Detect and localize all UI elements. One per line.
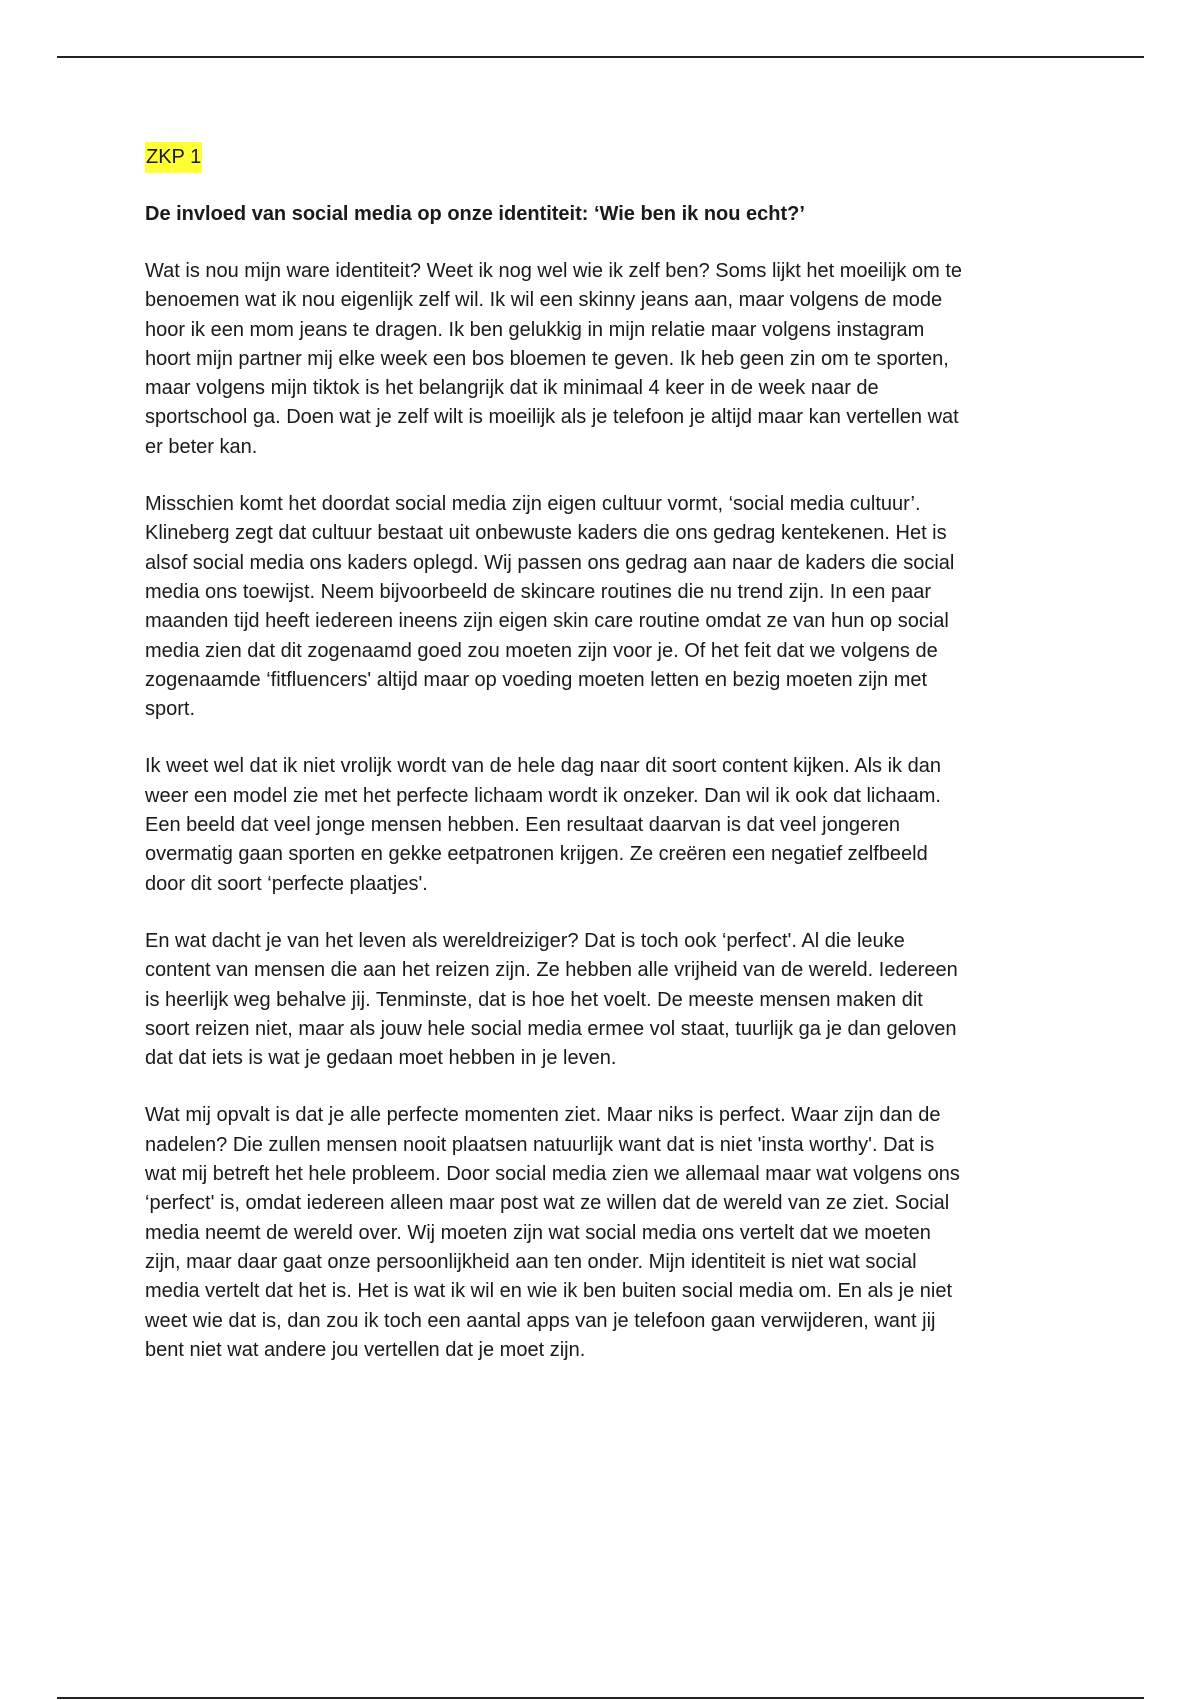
paragraph-1: Wat is nou mijn ware identiteit? Weet ik nog wel wie ik zelf ben? Soms lijkt het moeilijk om te benoemen wat ik nou eigenlijk zelf wil. Ik wil een skinny jeans aan, maar volgens de mode hoor ik een mom jeans te dragen. Ik ben gelukkig in mijn relatie maar volgens instagram hoort mijn partner mij elke week een bos bloemen te geven. Ik heb geen zin om te sporten, maar volgens mijn tiktok is het belangrijk dat ik minimaal 4 keer in de week naar de sportschool ga. Doen wat je zelf wilt is moeilijk als je telefoon je altijd maar kan vertellen wat er beter kan. <box>145 260 963 458</box>
paragraph-3: Ik weet wel dat ik niet vrolijk wordt van de hele dag naar dit soort content kijken. Als ik dan weer een model zie met het perfecte lichaam wordt ik onzeker. Dan wil ik ook dat lichaam. Een beeld dat veel jonge mensen hebben. Een resultaat daarvan is dat veel jongeren overmatig gaan sporten en gekke eetpatronen krijgen. Ze creëren een negatief zelfbeeld door dit soort ‘perfecte plaatjes'. <box>145 755 941 895</box>
bottom-rule <box>57 1697 1144 1699</box>
paragraph-5: Wat mij opvalt is dat je alle perfecte momenten ziet. Maar niks is perfect. Waar zijn dan de nadelen? Die zullen mensen nooit plaatsen natuurlijk want dat is niet 'insta worthy'. Dat is wat mij betreft het hele probleem. Door social media zien we allemaal maar wat volgens ons ‘perfect' is, omdat iedereen alleen maar post wat ze willen dat de wereld van ze ziet. Social media neemt de wereld over. Wij moeten zijn wat social media ons vertelt dat we moeten zijn, maar daar gaat onze persoonlijkheid aan ten onder. Mijn identiteit is niet wat social media vertelt dat het is. Het is wat ik wil en wie ik ben buiten social media om. En als je niet weet wie dat is, dan zou ik toch een aantal apps van je telefoon gaan verwijderen, want jij bent niet wat andere jou vertellen dat je moet zijn. <box>145 1104 960 1361</box>
paragraph-4: En wat dacht je van het leven als wereldreiziger? Dat is toch ook ‘perfect'. Al die leuke content van mensen die aan het reizen zijn. Ze hebben alle vrijheid van de wereld. Iedereen is heerlijk weg behalve jij. Tenminste, dat is hoe het voelt. De meeste mensen maken dit soort reizen niet, maar als jouw hele social media ermee vol staat, tuurlijk ga je dan geloven dat dat iets is wat je gedaan moet hebben in je leven. <box>145 929 958 1070</box>
paragraph-2: Misschien komt het doordat social media zijn eigen cultuur vormt, ‘social media cultuur’. Klineberg zegt dat cultuur bestaat uit onbewuste kaders die ons gedrag kentekenen. Het is alsof social media ons kaders oplegd. Wij passen ons gedrag aan naar de kaders die social media ons toewijst. Neem bijvoorbeeld de skincare routines die nu trend zijn. In een paar maanden tijd heeft iedereen ineens zijn eigen skin care routine omdat ze van hun op social media zien dat dit zogenaamd goed zou moeten zijn voor je. Of het feit dat we volgens de zogenaamde ‘fitfluencers' altijd maar op voeding moeten letten en bezig moeten zijn met sport. <box>145 493 955 721</box>
document-body <box>145 142 1065 1365</box>
document-title: De invloed van social media op onze identiteit: ‘Wie ben ik nou echt?’ <box>145 203 805 225</box>
top-rule <box>57 56 1144 58</box>
highlighted-label: ZKP 1 <box>145 142 202 173</box>
